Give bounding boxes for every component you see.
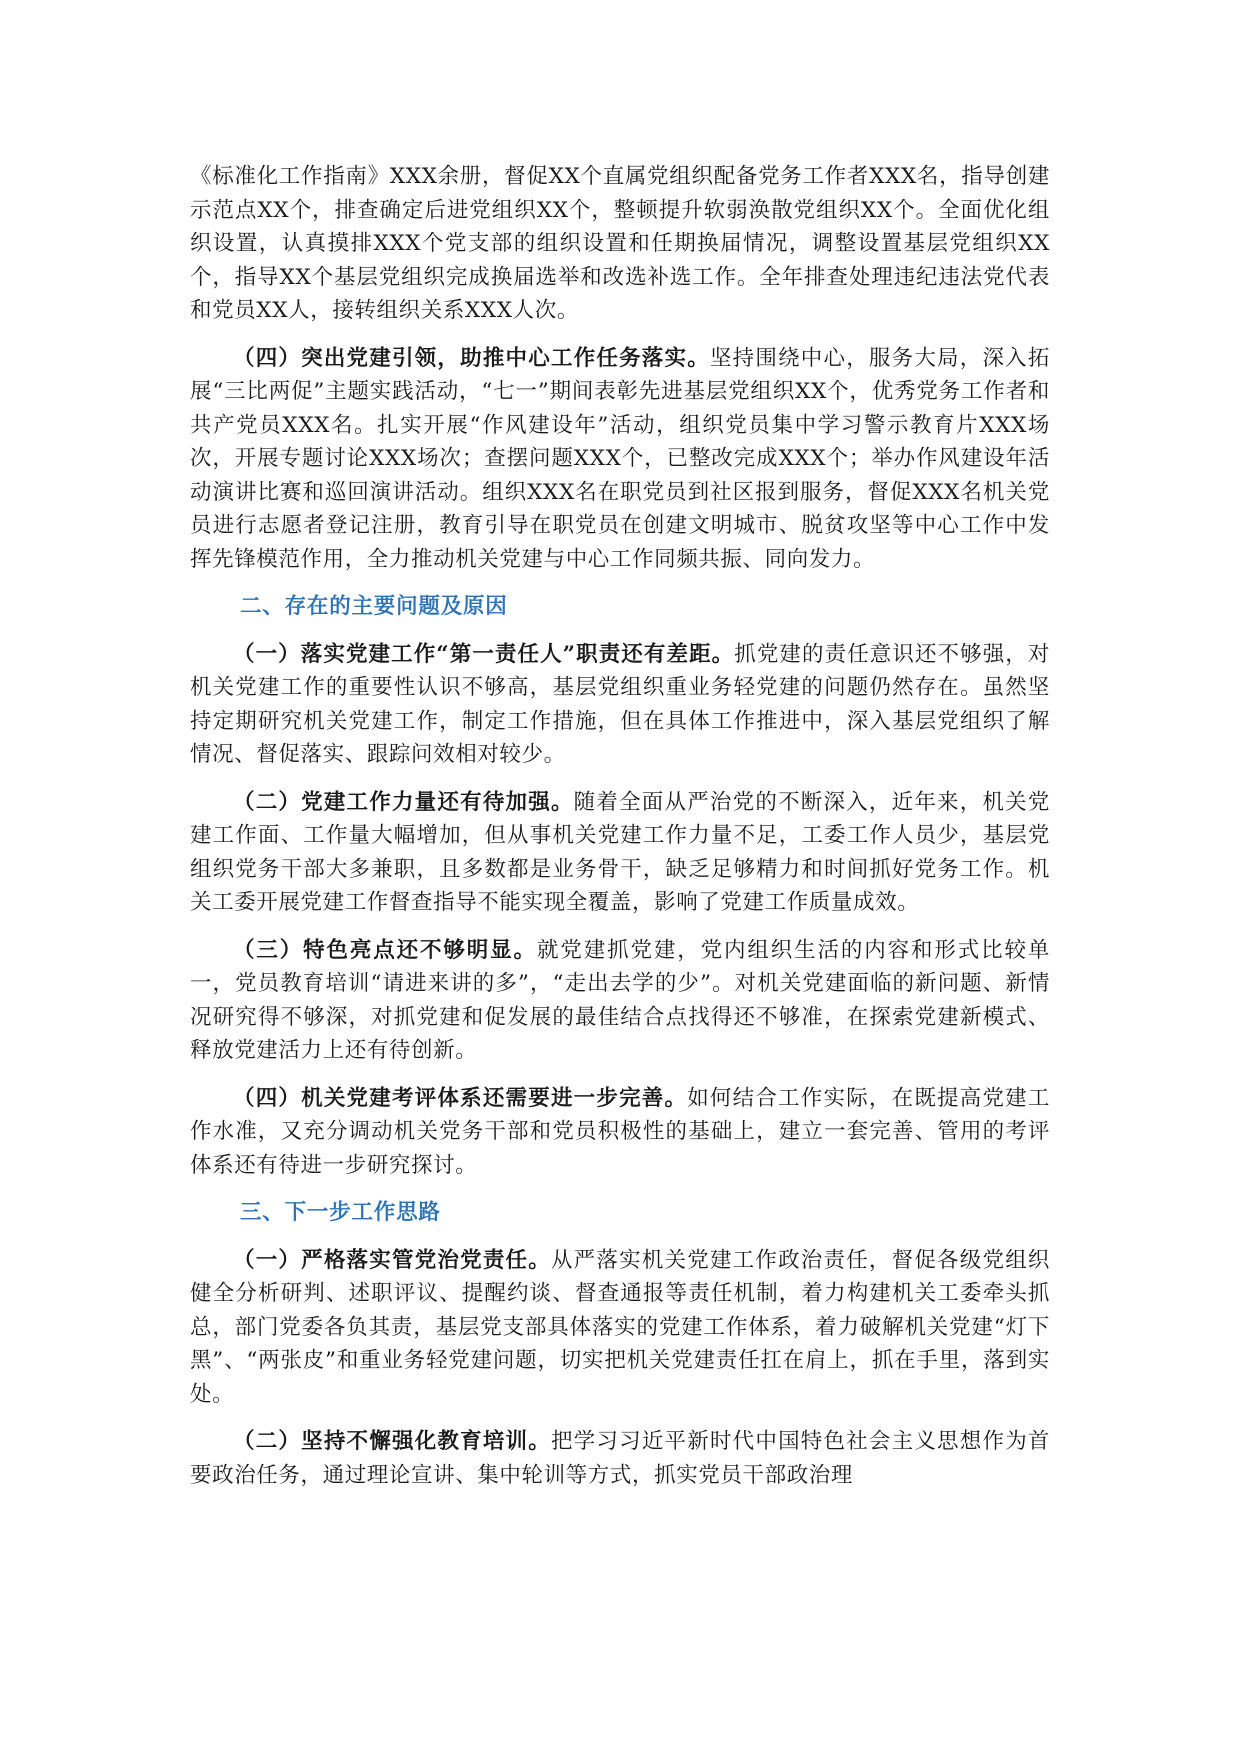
intro-paragraph: 《标准化工作指南》XXX余册，督促XX个直属党组织配备党务工作者XXX名，指导创建示范点XX个，排查确定后进党组织XX个，整顿提升软弱涣散党组织XX个。全面优化组织设置，认真摸排XXX个党支部的组织设置和任期换届情况，调整设置基层党组织XX个，指导XX个基层党组织完成换届选举和改选补选工作。全年排查处理违纪违法党代表和党员XX人，接转组织关系XXX人次。 bbox=[190, 164, 1050, 323]
section-three-item-one bbox=[190, 1244, 1050, 1412]
section-two-item-one bbox=[190, 638, 1050, 772]
item-body: 就党建抓党建，党内组织生活的内容和形式比较单一，党员教育培训“请进来讲的多”，“走出去学的少”。对机关党建面临的新问题、新情况研究得不够深，对抓党建和促发展的最佳结合点找得还不够准，在探索党建新模式、释放党建活力上还有待创新。 bbox=[190, 937, 1050, 1063]
item-lead: （二）党建工作力量还有待加强。 bbox=[233, 789, 574, 815]
section-three-item-two bbox=[190, 1425, 1050, 1492]
item-body: 如何结合工作实际，在既提高党建工作水准，又充分调动机关党务干部和党员积极性的基础上，建立一套完善、管用的考评体系还有待进一步研究探讨。 bbox=[190, 1085, 1050, 1178]
item-body: 随着全面从严治党的不断深入，近年来，机关党建工作面、工作量大幅增加，但从事机关党建工作力量不足，工委工作人员少，基层党组织党务干部大多兼职，且多数都是业务骨干，缺乏足够精力和时间抓好党务工作。机关工委开展党建工作督查指导不能实现全覆盖，影响了党建工作质量成效。 bbox=[190, 789, 1050, 915]
item-lead: （三）特色亮点还不够明显。 bbox=[233, 937, 537, 963]
section-two-item-two bbox=[190, 786, 1050, 920]
document-page bbox=[190, 160, 1050, 1506]
item-body: 坚持围绕中心，服务大局，深入拓展“三比两促”主题实践活动，“七一”期间表彰先进基层党组织XX个，优秀党务工作者和共产党员XXX名。扎实开展“作风建设年”活动，组织党员集中学习警示教育片XXX场次，开展专题讨论XXX场次；查摆问题XXX个，已整改完成XXX个；举办作风建设年活动演讲比赛和巡回演讲活动。组织XXX名在职党员到社区报到服务，督促XXX名机关党员进行志愿者登记注册，教育引导在职党员在创建文明城市、脱贫攻坚等中心工作中发挥先锋模范作用，全力推动机关党建与中心工作同频共振、同向发力。 bbox=[190, 345, 1050, 572]
section-three-heading: 三、下一步工作思路 bbox=[240, 1200, 441, 1225]
item-body: 从严落实机关党建工作政治责任，督促各级党组织健全分析研判、述职评议、提醒约谈、督查通报等责任机制，着力构建机关工委牵头抓总，部门党委各负其责，基层党支部具体落实的党建工作体系，着力破解机关党建“灯下黑”、“两张皮”和重业务轻党建问题，切实把机关党建责任扛在肩上，抓在手里，落到实处。 bbox=[190, 1247, 1051, 1407]
item-lead: （一）严格落实管党治党责任。 bbox=[233, 1247, 551, 1273]
section-two-heading: 二、存在的主要问题及原因 bbox=[240, 594, 508, 619]
item-body: 抓党建的责任意识还不够强，对机关党建工作的重要性认识不够高，基层党组织重业务轻党建的问题仍然存在。虽然坚持定期研究机关党建工作，制定工作措施，但在具体工作推进中，深入基层党组织了解情况、督促落实、跟踪问效相对较少。 bbox=[190, 641, 1050, 767]
section-two-item-three bbox=[190, 934, 1050, 1068]
item-body: 把学习习近平新时代中国特色社会主义思想作为首要政治任务，通过理论宣讲、集中轮训等方式，抓实党员干部政治理 bbox=[190, 1429, 1051, 1488]
item-lead: （二）坚持不懈强化教育培训。 bbox=[233, 1429, 551, 1454]
section-one-item-four bbox=[190, 342, 1050, 577]
item-lead: （四）机关党建考评体系还需要进一步完善。 bbox=[233, 1085, 688, 1111]
item-lead: （一）落实党建工作“第一责任人”职责还有差距。 bbox=[233, 641, 735, 667]
section-two-item-four bbox=[190, 1082, 1050, 1183]
item-lead: （四）突出党建引领，助推中心工作任务落实。 bbox=[233, 345, 710, 371]
